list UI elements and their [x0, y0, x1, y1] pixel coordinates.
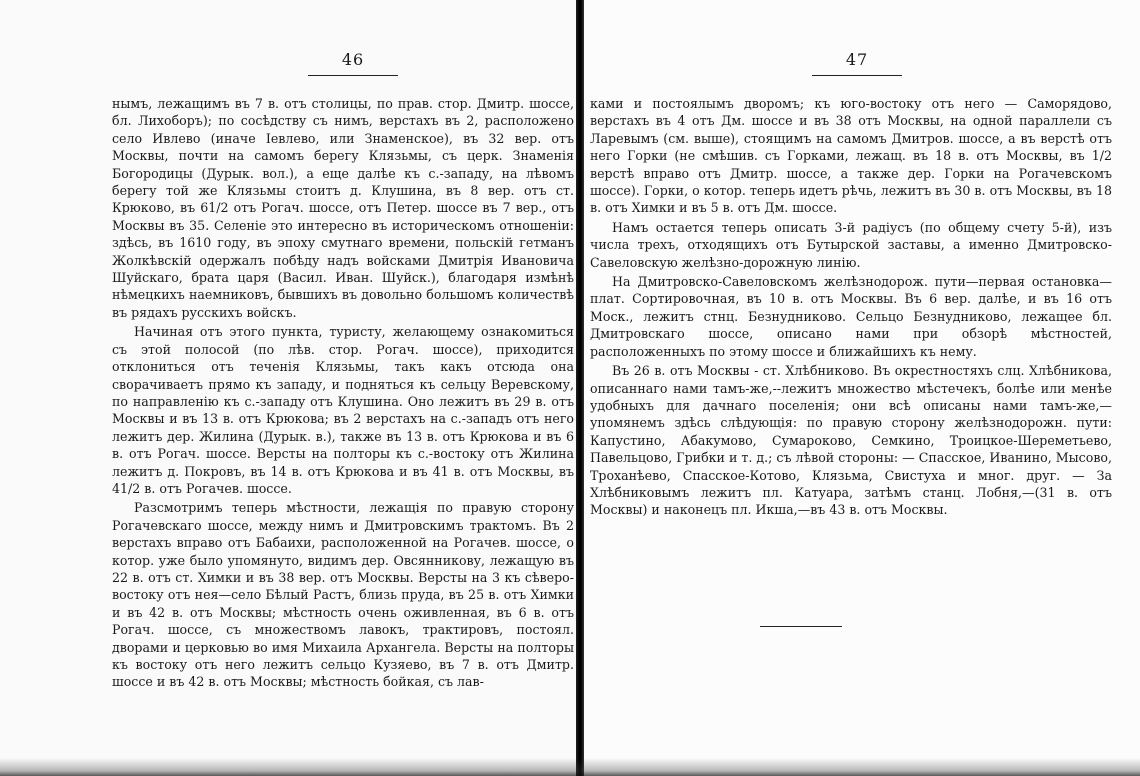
- section-end-rule: [760, 626, 842, 627]
- right-page-number-rule: [812, 75, 902, 76]
- left-page-number: [308, 50, 398, 76]
- right-page-number: [812, 50, 902, 76]
- paragraph: Намъ остается теперь описать 3-й радіусъ (по общему счету 5-й), изъ числа трехъ, отходящихъ отъ Бутырской заставы, а именно Дмитровско-Савеловскую желѣзно-дорожную линію.: [590, 219, 1112, 270]
- right-page-body: [590, 95, 1112, 519]
- paragraph: ками и постоялымъ дворомъ; къ юго-востоку отъ него — Саморядово, верстахъ въ 4 отъ Дм. шоссе и въ 38 отъ Москвы, на одной параллели съ Ларевымъ (см. выше), стоящимъ на самомъ Дмитров. шоссе, а въ верстѣ отъ него Горки (не смѣшив. съ Горками, лежащ. въ 18 в. отъ Москвы, въ 1/2 верстѣ вправо отъ Дмитр. шоссе, а также дер. Горки на Рогачевскомъ шоссе). Горки, о котор. теперь идетъ рѣчь, лежитъ въ 30 в. отъ Москвы, въ 18 в. отъ Химки и въ 5 в. отъ Дм. шоссе.: [590, 96, 1112, 216]
- paragraph: нымъ, лежащимъ въ 7 в. отъ столицы, по прав. стор. Дмитр. шоссе, бл. Лихоборъ); по сосѣдству съ нимъ, верстахъ въ 2, расположено село Ивлево (иначе Іевлево, или Знаменское), въ 32 вер. отъ Москвы, почти на самомъ берегу Клязьмы, съ церк. Знаменія Богородицы (Дурык. вол.), а еще далѣе къ с.-западу, на лѣвомъ берегу той же Клязьмы стоитъ д. Клушина, въ 8 вер. отъ ст. Крюково, въ 61/2 отъ Рогач. шоссе, отъ Петер. шоссе въ 7 вер., отъ Москвы въ 35. Селеніе это интересно въ историческомъ отношеніи: здѣсь, въ 1610 году, въ эпоху смутнаго времени, польскій гетманъ Жолкѣвскій одержалъ побѣду надъ войсками Дмитрія Ивановича Шуйскаго, брата царя (Васил. Иван. Шуйск.), благодаря измѣнѣ нѣмецкихъ наемниковъ, бывшихъ въ довольно большомъ количествѣ въ рядахъ русскихъ войскъ.: [112, 96, 574, 320]
- left-page-body: [112, 95, 574, 691]
- left-page-number-rule: [308, 75, 398, 76]
- paragraph: На Дмитровско-Савеловскомъ желѣзнодорож. пути—первая остановка—плат. Сортировочная, въ 10 в. отъ Москвы. Въ 6 вер. далѣе, и въ 16 отъ Моск., лежитъ стнц. Безнудниково. Сельцо Безнудниково, лежащее бл. Дмитровскаго шоссе, описано нами при обзорѣ мѣстностей, расположенныхъ по этому шоссе и ближайшихъ къ нему.: [590, 274, 1112, 359]
- scan-bottom-edge: [0, 758, 1140, 776]
- left-page-number-text: 46: [341, 50, 365, 69]
- paragraph: Въ 26 в. отъ Москвы - ст. Хлѣбниково. Въ окрестностяхъ слц. Хлѣбникова, описаннаго нами тамъ-же,--лежитъ множество мѣстечекъ, болѣе или менѣе удобныхъ для дачнаго поселенія; они всѣ описаны нами тамъ-же,—упомянемъ здѣсь слѣдующія: по правую сторону желѣзнодорожн. пути: Капустино, Абакумово, Сумароково, Семкино, Троицкое-Шереметьево, Павельцово, Грибки и т. д.; съ лѣвой стороны: — Спасское, Иванино, Мысово, Троханѣево, Спасское-Котово, Клязьма, Свистуха и мног. друг. — За Хлѣбниковымъ лежитъ пл. Катуара, затѣмъ станц. Лобня,—(31 в. отъ Москвы) и наконецъ пл. Икша,—въ 43 в. отъ Москвы.: [590, 363, 1112, 518]
- book-spine: [576, 0, 584, 776]
- paragraph: Начиная отъ этого пункта, туристу, желающему ознакомиться съ этой полосой (по лѣв. стор. Рогач. шоссе), приходится отклониться отъ теченія Клязьмы, такъ какъ отсюда она сворачиваетъ прямо къ западу, и подняться къ сельцу Веревскому, по направленію къ с.-западу отъ Клушина. Оно лежитъ въ 29 в. отъ Москвы и въ 13 в. отъ Крюкова; въ 2 верстахъ на с.-западъ отъ него лежитъ дер. Жилина (Дурык. в.), также въ 13 в. отъ Крюкова и въ 6 в. отъ Рогач. шоссе. Версты на полторы къ с.-востоку отъ Жилина лежитъ д. Покровъ, въ 14 в. отъ Крюкова и въ 41 в. отъ Москвы, въ 41/2 в. отъ Рогачев. шоссе.: [112, 324, 574, 496]
- paragraph: Разсмотримъ теперь мѣстности, лежащія по правую сторону Рогачевскаго шоссе, между нимъ и Дмитровскимъ трактомъ. Въ 2 верстахъ вправо отъ Бабаихи, расположенной на Рогачев. шоссе, о котор. уже было упомянуто, видимъ дер. Овсянникову, лежащую въ 22 в. отъ ст. Химки и въ 38 вер. отъ Москвы. Версты на 3 къ сѣверо-востоку отъ нея—село Бѣлый Растъ, близь пруда, въ 25 в. отъ Химки и въ 42 в. отъ Москвы; мѣстность очень оживленная, въ 6 в. отъ Рогач. шоссе, съ множествомъ лавокъ, трактировъ, постоял. дворами и церковью во имя Михаила Архангела. Версты на полторы къ востоку отъ него лежитъ сельцо Кузяево, въ 7 в. отъ Дмитр. шоссе и въ 42 в. отъ Москвы; мѣстность бойкая, съ лав-: [112, 500, 574, 690]
- right-page: [584, 0, 1140, 776]
- right-page-number-text: 47: [845, 50, 869, 69]
